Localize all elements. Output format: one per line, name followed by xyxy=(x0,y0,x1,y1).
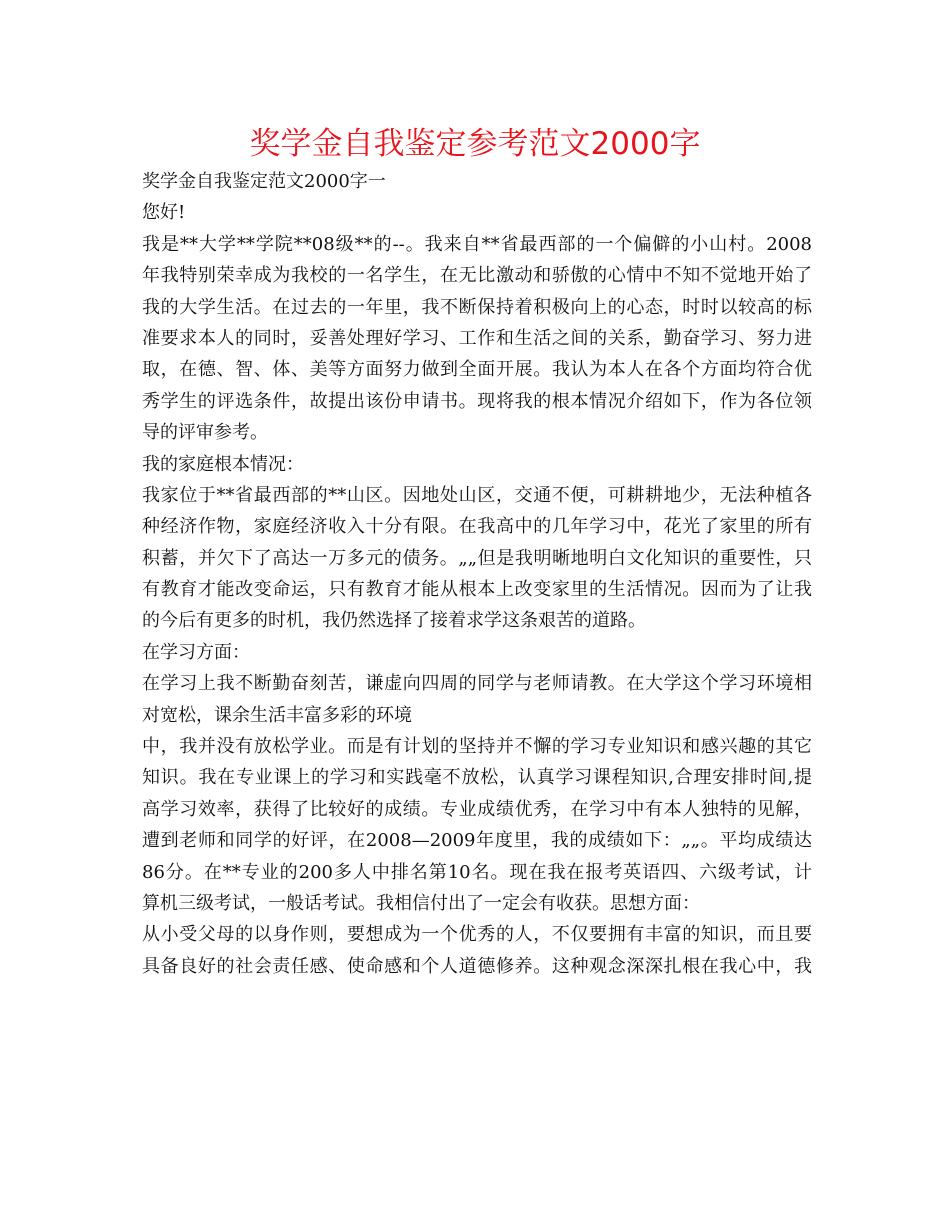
body-line: 您好! xyxy=(142,202,186,224)
body-line: 导的评审参考。 xyxy=(142,422,268,444)
body-line: 积蓄，并欠下了高达一万多元的债务。„„但是我明晰地明白文化知识的重要性，只 xyxy=(142,547,812,569)
body-line: 知识。我在专业课上的学习和实践毫不放松，认真学习课程知识,合理安排时间,提 xyxy=(142,767,812,789)
body-line: 我家位于**省最西部的**山区。因地处山区，交通不便，可耕耕地少，无法种植各 xyxy=(142,484,812,506)
body-line: 取，在德、智、体、美等方面努力做到全面开展。我认为本人在各个方面均符合优 xyxy=(142,359,812,381)
body-line: 年我特别荣幸成为我校的一名学生，在无比激动和骄傲的心情中不知不觉地开始了 xyxy=(142,265,812,287)
document-body xyxy=(142,166,812,982)
document-title: 奖学金自我鉴定参考范文2000字 xyxy=(249,126,701,162)
body-line: 在学习方面： xyxy=(142,641,250,663)
body-line: 我是**大学**学院**08级**的--。我来自**省最西部的一个偏僻的小山村。2008 xyxy=(142,233,812,255)
body-line: 86分。在**专业的200多人中排名第10名。现在我在报考英语四、六级考试，计 xyxy=(142,861,812,883)
body-line: 算机三级考试，一般话考试。我相信付出了一定会有收获。思想方面： xyxy=(142,892,700,914)
body-line: 中，我并没有放松学业。而是有计划的坚持并不懈的学习专业知识和感兴趣的其它 xyxy=(142,736,812,758)
body-line: 对宽松，课余生活丰富多彩的环境 xyxy=(142,704,412,726)
body-line: 的今后有更多的时机，我仍然选择了接着求学这条艰苦的道路。 xyxy=(142,610,646,632)
body-line: 遭到老师和同学的好评，在2008—2009年度里，我的成绩如下：„„。平均成绩达 xyxy=(142,830,812,852)
body-line: 高学习效率，获得了比较好的成绩。专业成绩优秀，在学习中有本人独特的见解， xyxy=(142,798,812,820)
body-line: 秀学生的评选条件，故提出该份申请书。现将我的根本情况介绍如下，作为各位领 xyxy=(142,390,812,412)
body-line: 具备良好的社会责任感、使命感和个人道德修养。这种观念深深扎根在我心中，我 xyxy=(142,955,812,977)
body-line: 奖学金自我鉴定范文2000字一 xyxy=(142,171,386,192)
body-line: 我的家庭根本情况： xyxy=(142,453,304,475)
body-line: 我的大学生活。在过去的一年里，我不断保持着积极向上的心态，时时以较高的标 xyxy=(142,296,812,318)
body-line: 有教育才能改变命运，只有教育才能从根本上改变家里的生活情况。因而为了让我 xyxy=(142,579,812,601)
body-line: 种经济作物，家庭经济收入十分有限。在我高中的几年学习中，花光了家里的所有 xyxy=(142,516,812,538)
body-line: 从小受父母的以身作则，要想成为一个优秀的人，不仅要拥有丰富的知识，而且要 xyxy=(142,924,812,946)
body-line: 在学习上我不断勤奋刻苦，谦虚向四周的同学与老师请教。在大学这个学习环境相 xyxy=(142,673,812,695)
body-line: 准要求本人的同时，妥善处理好学习、工作和生活之间的关系，勤奋学习、努力进 xyxy=(142,327,812,349)
